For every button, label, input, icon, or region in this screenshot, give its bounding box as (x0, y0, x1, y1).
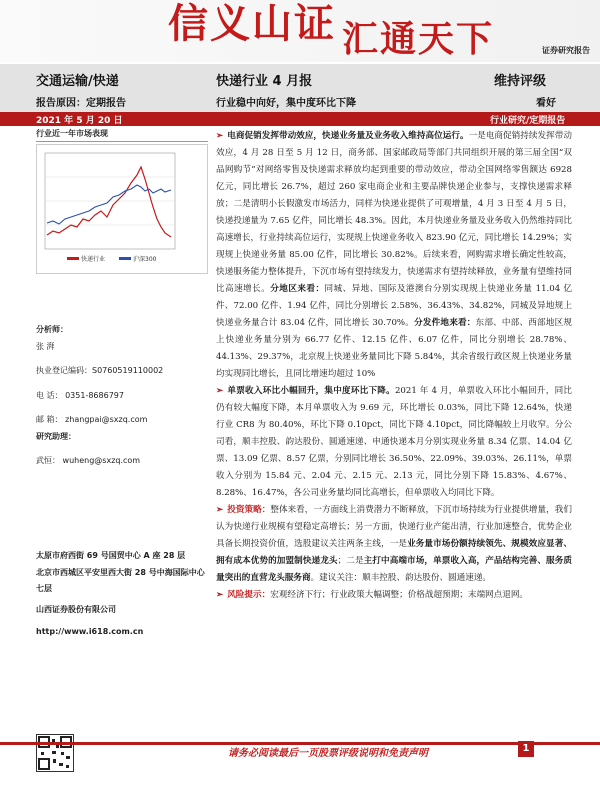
paragraph-emphasis: 主打中高端市场，单票收入高，产品结构完善、服务质量突出的直营龙头服务商 (216, 556, 572, 583)
qr-code (36, 734, 74, 772)
paragraph-heading: 风险提示： (227, 590, 271, 600)
bullet-arrow-icon: ➢ (216, 386, 224, 396)
report-reason: 报告原因：定期报告 (36, 98, 126, 109)
legend-label-sector: 快递行业 (81, 256, 106, 263)
analyst-label: 分析师： (36, 325, 68, 334)
analyst-cert: 执业登记编码：S0760519110002 (36, 366, 164, 375)
company-address (36, 548, 208, 641)
paragraph-emphasis: 业务量市场份额持续领先、规模效应显著、拥有成本优势的加盟制快递龙头 (216, 539, 572, 566)
paragraph-body: 。建议关注：顺丰控股、韵达股份、圆通速递。 (310, 573, 492, 583)
qr-code-graphic (37, 735, 73, 771)
company-name: 山西证券股份有限公司 (36, 604, 116, 614)
legend-label-hs300: 沪深300 (133, 256, 157, 263)
paragraph-body: 宏观经济下行；行业政策大幅调整；价格战超预期；末端网点退网。 (270, 590, 529, 600)
paragraph-subheading: 分地区来看： (270, 284, 325, 294)
bullet-arrow-icon: ➢ (216, 131, 224, 141)
paragraph-heading: 投资策略： (227, 505, 271, 515)
rating-value: 看好 (536, 98, 556, 109)
paragraph-heading: 单票收入环比小幅回升，集中度环比下降。 (227, 386, 395, 396)
paragraph-body: 整体来看，一方面线上消费潜力不断释放，下沉市场持续为行业提供增量，我们认为快递行业规模有望稳定高增长；另一方面，快递行业产能出清，行业加速整合，优势企业具备长期投资价值，选股建议关注两条主线，一是 (216, 505, 572, 549)
legend-swatch-sector (67, 257, 79, 260)
date-strip (0, 112, 600, 126)
legend-swatch-hs300 (119, 257, 131, 260)
assistant-email[interactable]: 武恒： wuheng@sxzq.com (36, 456, 141, 465)
paragraph-body: 东部、中部、西部地区规上快递业务量分别为 66.77 亿件、12.15 亿件、6.07 亿件，同比分别增长 28.78%、44.13%、29.37%，北京规上快递业务量同比下降 5.84%，其余省级行政区规上快递业务量均实现同比增长，且同比增速均超过 10% (216, 318, 572, 379)
paragraph-strategy (216, 502, 572, 587)
paragraph-revenue (216, 383, 572, 502)
chart-title: 行业近一年市场表现 (36, 128, 208, 142)
analyst-info (36, 322, 208, 470)
paragraph-body: 2021 年 4 月，单票收入环比小幅回升，同比仍有较大幅度下降，本月单票收入为 9.69 元，环比增长 0.03%，同比下降 12.64%，快递行业 CR8 为 80.40%，环比下降 0.10pct，同比下降 4.10pct，同比降幅较上月收窄。分公司看，顺丰控股、韵达股份、圆通速递、申通快递本月分别实现业务量 8.34 亿票、14.04 亿票、13.09 亿票、8.57 亿票，分别同比增长 36.50%、22.09%、39.03%、26.11%，单票收入分别为 15.84 元、2.04 元、2.15 元、2.13 元，同比分别下降 15.83%、4.67%、8.28%、16.47%，各公司业务量均同比高增长，但单票收入均同比下降。 (216, 386, 572, 498)
paragraph-subheading: 分发件地来看： (414, 318, 476, 328)
report-date: 2021 年 5 月 20 日 (36, 116, 123, 126)
address-beijing: 北京市西城区平安里西大街 28 号中海国际中心七层 (36, 567, 205, 593)
market-performance-panel (36, 128, 208, 274)
assistant-label: 研究助理： (36, 431, 76, 441)
slogan-part-1: 信义山证 (168, 0, 336, 47)
analyst-email[interactable]: 邮 箱： zhangpai@sxzq.com (36, 415, 148, 424)
paragraph-risk (216, 587, 572, 604)
top-banner (0, 0, 600, 62)
slogan-part-2: 汇通天下 (342, 18, 495, 60)
report-title: 快递行业 4 月报 (216, 74, 313, 89)
bullet-arrow-icon: ➢ (216, 505, 224, 515)
market-chart-svg (37, 145, 207, 273)
paragraph-heading: 电商促销发挥带动效应，快递业务量及业务收入维持高位运行。 (227, 131, 469, 141)
report-category: 行业研究/定期报告 (490, 116, 566, 126)
company-website[interactable]: http://www.i618.com.cn (36, 627, 144, 636)
report-type-label: 证券研究报告 (542, 46, 590, 55)
footer-disclaimer: 请务必阅读最后一页股票评级说明和免责声明 (228, 748, 428, 759)
paragraph-body: 一是电商促销持续发挥带动效应，4 月 28 日至 5 月 12 日，商务部、国家邮政局等部门共同组织开展的第三届全国“双品网购节”对网络零售及快递需求释放均起到重要的带动效应，带动全国网络零售额达 6928 亿元，同比增长 26.7%，超过 260 家电商企业和主要品牌快递企业参与，支撑快递需求释放；二是清明小长假激发市场活力，同样为快递业提供了可观增量，4 月 3 日至 4 月 5 日，快递投递量为 7.65 亿件，同比增长 48.3%。因此，本月快递业务量及业务收入仍然维持同比高速增长，行业持续高位运行，实现规上快递业务收入 823.90 亿元，同比增长 14.29%；实现规上快递业务量 85.00 亿件，同比增长 30.82%。后续来看，网购需求增长确定性较高，快递服务能力整体提升，下沉市场有望持续发力，快递需求有望持续释放，业务量有望维持同比高速增长。 (216, 131, 572, 294)
rating-title: 维持评级 (494, 74, 547, 89)
analyst-phone: 电 话： 0351-8686797 (36, 390, 124, 400)
paragraph-volume (216, 128, 572, 383)
report-header (0, 64, 600, 112)
main-content (216, 128, 572, 604)
report-subtitle: 行业稳中向好，集中度环比下降 (216, 98, 356, 109)
paragraph-body: ；二是 (337, 556, 364, 566)
sector-title: 交通运输/快递 (36, 74, 119, 89)
page-number: 1 (518, 741, 534, 757)
bullet-arrow-icon: ➢ (216, 590, 224, 600)
paragraph-body: 同城、异地、国际及港澳台分别实现规上快递业务量 11.04 亿件、72.00 亿件、1.94 亿件，同比分别增长 2.58%、36.43%、34.82%，同城及异地规上快递业务量合计 83.04 亿件，同比增长 30.70%。 (216, 284, 572, 328)
market-chart (36, 144, 208, 274)
address-taiyuan: 太原市府西街 69 号国贸中心 A 座 28 层 (36, 551, 186, 560)
analyst-name: 张 湃 (36, 341, 55, 351)
slogan (168, 0, 495, 60)
